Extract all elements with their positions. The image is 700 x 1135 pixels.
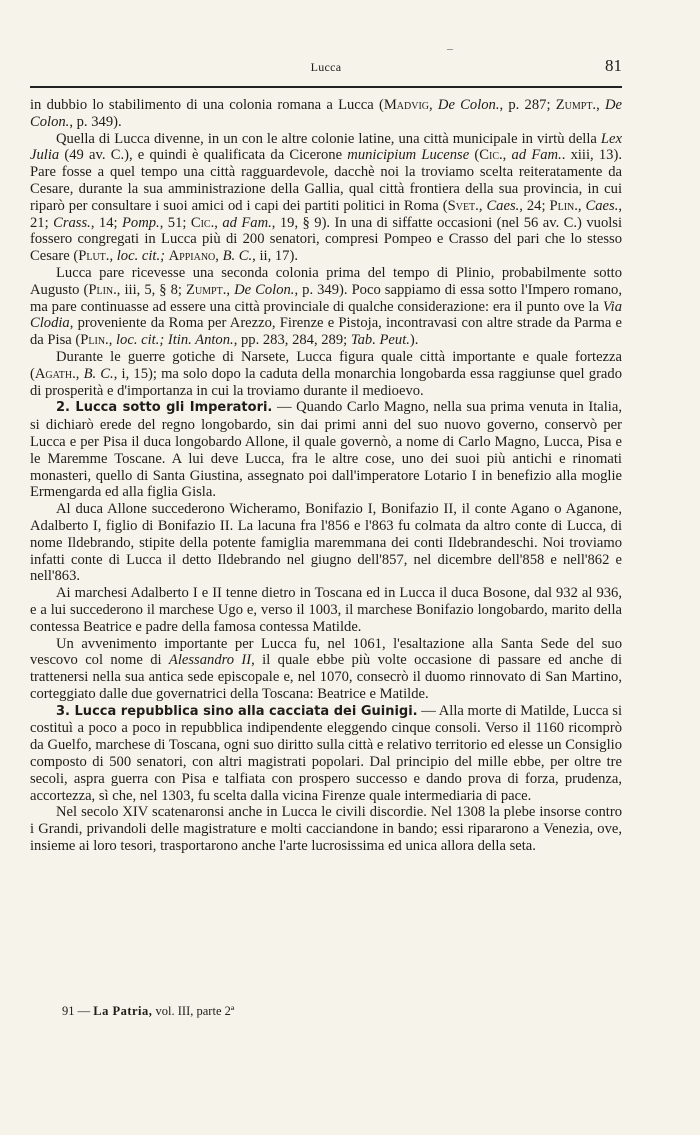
italic-text: loc. cit.; Itin. Anton. [116,332,234,349]
paragraph [30,585,622,635]
text-run: Durante le guerre gotiche di Narsete, Lucca figura quale città importante e quale fortezza ( [30,348,622,382]
page-footer [62,1004,234,1019]
text-run: , [75,365,84,382]
text-run: , 51; [159,214,191,231]
text-run: Al duca Allone succederono Wicheramo, Bonifazio I, Bonifazio II, il conte Agano o Aganone, Adalberto I, figlio di Bonifazio II. La lacuna fra l'856 e l'863 fu colmata da altro conte di Lucca, di nome Ildebrando, stipite della potente famiglia maremmana dei conti Ildebrandeschi. Noi troviamo infatti conte di Lucca il detto Ildebrando nel giugno dell'857, nel dicembre dell'858 e nell'862 e nell'863. [30,501,622,585]
paragraph [30,804,622,854]
text-run: — Quando Carlo Magno, nella sua prima venuta in Italia, si dichiarò erede del regno longobardo, sin dai primi anni del suo nuovo governo, conservò per Lucca e per Pisa il duca longobardo Allone, il quale governò, a nome di Carlo Magno, Lucca, Pisa e le Maremme Toscane. A lui deve Lucca, fra le altre cose, uno dei suoi più antichi e rinomati monasteri, quello di Santa Giustina, assegnato poi dall'imperatore Lotario I in benefizio alla moglie Ermengarda ed alla figlia Gisla. [30,399,622,501]
author-abbrev: Plin. [88,281,117,298]
text-run: Quella di Lucca divenne, in un con le altre colonie latine, una città municipale in virtù della [56,130,601,147]
italic-text: loc. cit.; [116,248,169,265]
text-run: , iii, 5, § 8; [116,281,187,298]
text-run: , p. 349). Poco sappiamo di essa sotto l'Impero romano, ma pare continuasse ad essere una città provinciale di qualche considerazione: era il punto ove la [30,281,622,315]
italic-text: Caes. [486,197,520,214]
text-run: , [429,97,438,113]
paragraph [30,97,622,131]
footer-publication: La Patria, [93,1004,153,1018]
text-run: . xiii, 13). Pare fosse a quel tempo una città ragguardevole, dacchè noi la troviamo scelta reiteratamente da Cesare, durante la sua amministrazione della Gallia, qual città frontiera della sua provincia, in cui riparò per consultare i suoi amici od i capi dei partiti politici in Roma ( [30,147,622,214]
italic-text: De Colon. [30,97,623,130]
italic-text: B. C. [222,248,253,265]
text-run: , [577,197,586,214]
paragraph [30,501,622,585]
italic-text: Via Clodia [30,298,622,332]
italic-text: Tab. Peut. [350,332,410,349]
author-abbrev: Agath. [34,365,76,382]
italic-text: Lex Julia [30,130,622,164]
text-run: ( [469,147,480,164]
text-run: , p. 349). [69,113,122,130]
author-abbrev: Cic. [190,214,215,231]
text-run: , 19, § 9). In una di siffatte occasioni (nel 56 av. C.) vuolsi fossero congregati in Lucca più di 200 senatori, compresi Pompeo e Crasso del pari che lo stesso Cesare ( [30,214,623,265]
page-number: 81 [605,56,622,75]
section-heading: 3. Lucca repubblica sino alla cacciata dei Guinigi. [56,703,418,719]
text-run: , ii, 17). [252,248,298,265]
paragraph [30,349,622,399]
author-abbrev: Plin. [80,332,109,349]
text-run: , [596,97,605,113]
text-run: , p. 287; [499,97,556,113]
author-abbrev: Cic. [479,147,503,164]
section-heading: 2. Lucca sotto gli Imperatori. [56,400,273,416]
header-rule [30,86,622,88]
text-run: Ai marchesi Adalberto I e II tenne dietro in Toscana ed in Lucca il duca Bosone, dal 932 al 936, e a lui succederono il marchese Ugo e, verso il 1003, il marchese Bonifazio longobardo, marito della contessa Beatrice e padre della famosa contessa Matilde. [30,585,622,635]
italic-text: Pomp. [121,214,160,231]
paragraph [30,636,622,703]
author-abbrev: Zumpt. [555,97,597,113]
body-text [30,97,622,855]
text-run: , [502,147,512,164]
italic-text: B. C. [83,365,114,382]
footer-volume: vol. III, parte 2ª [155,1004,235,1018]
text-run: , [214,214,223,231]
paragraph [30,265,622,349]
italic-text: Crass. [53,214,91,231]
text-run: in dubbio lo stabilimento di una colonia romana a Lucca ( [30,97,384,113]
paragraph [30,399,622,501]
italic-text: ad Fam. [222,214,272,231]
text-run: Lucca pare ricevesse una seconda colonia prima del tempo di Plinio, probabilmente sotto Augusto ( [30,264,622,298]
text-run: (49 av. C.), e quindi è qualificata da Cicerone [59,147,348,164]
footer-dash: — [77,1004,91,1018]
author-abbrev: Plin. [549,197,578,214]
text-run: Nel secolo XIV scatenaronsi anche in Lucca le civili discordie. Nel 1308 la plebe insorse contro i Grandi, privandoli delle magistrature e molti cacciandone in bando; essi ripararono a Venezia, ove, insieme ai loro tesori, trasportarono anche l'arte lucrosissima ed unica allora della seta. [30,804,622,855]
italic-text: ad Fam. [511,147,562,164]
page-header [30,58,622,86]
paragraph [30,131,622,265]
author-abbrev: Svet. [447,197,479,214]
print-speck [447,49,453,50]
author-abbrev: Zumpt. [186,281,227,298]
text-run: , il quale ebbe più volte occasione di passare ed anche di trattenersi nella sua antica sede episcopale e, nel 1070, consecrò il duomo rinnovato di San Martino, corteggiato dalle due governatrici della Toscana: Beatrice e Matilde. [30,652,622,702]
text-run: , i, 15); ma solo dopo la caduta della monarchia longobarda essa raggiunse quel grado di prosperità e d'importanza in cui la troviamo durante il medioevo. [30,365,622,399]
author-abbrev: Madvig [383,97,430,113]
italic-text: Caes. [585,197,619,214]
text-run: , proveniente da Roma per Arezzo, Firenze e Pistoja, incontravasi con altre strade da Parma e da Pisa ( [30,315,622,349]
paragraph [30,703,622,805]
italic-text: municipium Lucense [347,147,470,164]
text-run: , [478,197,487,214]
text-run: , 21; [30,197,623,231]
text-run: , pp. 283, 284, 289; [233,332,351,349]
text-run: , [215,248,223,265]
text-run: , [108,332,116,349]
author-abbrev: Appiano [168,248,216,265]
italic-text: De Colon. [437,97,500,113]
italic-text: De Colon. [234,281,295,298]
text-run: , 24; [519,197,550,214]
text-run: ). [409,332,419,349]
italic-text: Alessandro II [168,652,252,669]
text-run: , [109,248,117,265]
footer-signature: 91 [62,1004,75,1018]
text-run: , 14; [90,214,122,231]
running-head: Lucca [310,60,342,74]
author-abbrev: Plut. [78,248,110,265]
text-run: Un avvenimento importante per Lucca fu, nel 1061, l'esaltazione alla Santa Sede del suo vescovo col nome di [30,635,622,669]
text-run: — Alla morte di Matilde, Lucca si costituì a poco a poco in repubblica indipendente eleggendo cinque consoli. Verso il 1160 ricomprò da Guelfo, marchese di Toscana, ogni suo diritto sulla città e relativo territorio ed elesse un Consiglio composto di 500 senatori, con altri magistrati popolari. Dal principio del mille ebbe, per oltre tre secoli, aspra guerra con Pisa e talfiata con prospero successo e dando prova di forza, prudenza, accortezza, sì che, nel 1303, fu scelta dalla vicina Firenze quale intermediaria di pace. [30,702,623,804]
text-run: , [226,281,235,298]
